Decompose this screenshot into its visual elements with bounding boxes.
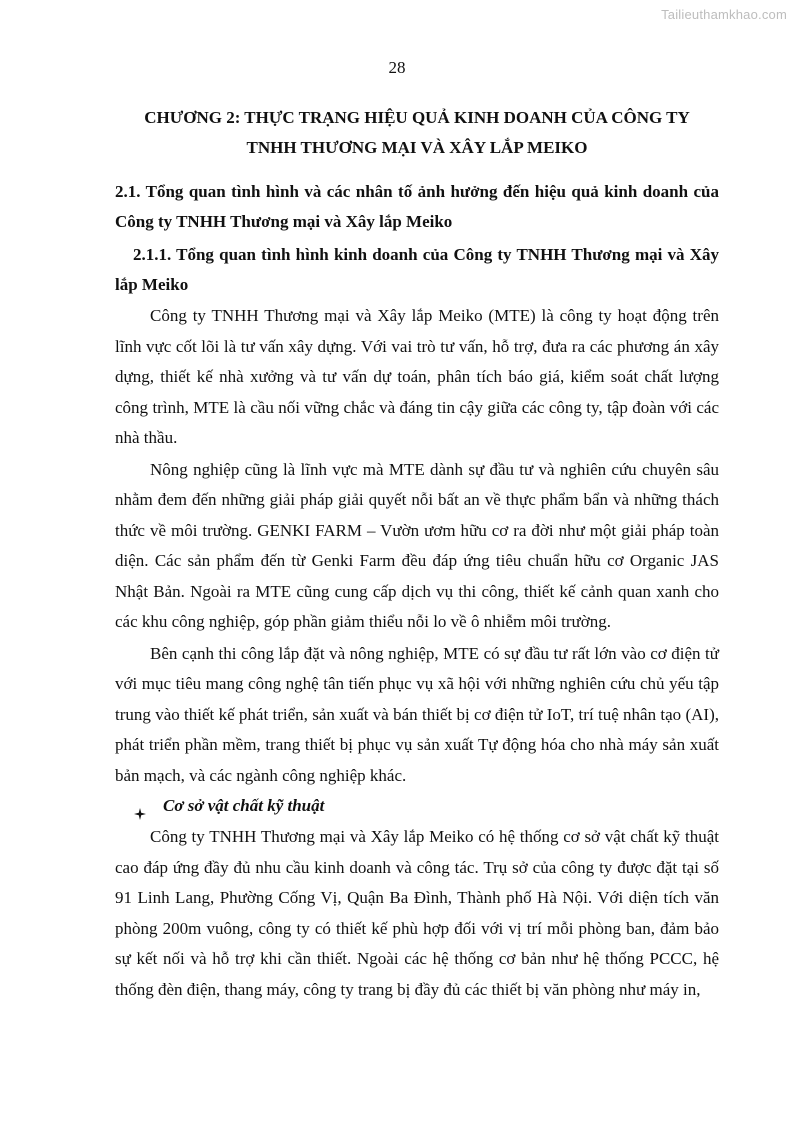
- bullet-heading-label: Cơ sở vật chất kỹ thuật: [163, 796, 325, 815]
- chapter-title: [115, 103, 719, 163]
- page-number: 28: [388, 58, 406, 77]
- diamond-bullet-icon: [134, 800, 146, 812]
- chapter-title-line-1: CHƯƠNG 2: THỰC TRẠNG HIỆU QUẢ KINH DOANH CỦA CÔNG TY: [144, 108, 690, 127]
- subsection-heading: 2.1.1. Tổng quan tình hình kinh doanh của Công ty TNHH Thương mại và Xây lắp Meiko: [115, 245, 719, 294]
- bullet-heading-facilities: [115, 791, 719, 821]
- paragraph-mechatronics: Bên cạnh thi công lắp đặt và nông nghiệp, MTE có sự đầu tư rất lớn vào cơ điện tử với mục tiêu mang công nghệ tân tiến phục vụ xã hội với những nghiên cứu chủ yếu tập trung vào thiết kế phát triển, sản xuất và bán thiết bị cơ điện tử IoT, trí tuệ nhân tạo (AI), phát triển phần mềm, trang thiết bị phục vụ sản xuất Tự động hóa cho nhà máy sản xuất bản mạch, và các ngành công nghiệp khác.: [115, 643, 719, 785]
- section-heading: 2.1. Tổng quan tình hình và các nhân tố ảnh hưởng đến hiệu quả kinh doanh của Công ty TNHH Thương mại và Xây lắp Meiko: [115, 182, 719, 231]
- paragraph-company-overview: Công ty TNHH Thương mại và Xây lắp Meiko (MTE) là công ty hoạt động trên lĩnh vực cốt lõi là tư vấn xây dựng. Với vai trò tư vấn, hỗ trợ, đưa ra các phương án xây dựng, thiết kế nhà xưởng và tư vấn dự toán, phân tích báo giá, kiểm soát chất lượng công trình, MTE là cầu nối vững chắc và đáng tin cậy giữa các công ty, tập đoàn với các nhà thầu.: [115, 306, 719, 447]
- watermark: Tailieuthamkhao.com: [661, 7, 787, 22]
- chapter-title-line-2: TNHH THƯƠNG MẠI VÀ XÂY LẮP MEIKO: [246, 138, 588, 157]
- document-body: [115, 103, 719, 1005]
- paragraph-agriculture: Nông nghiệp cũng là lĩnh vực mà MTE dành sự đầu tư và nghiên cứu chuyên sâu nhằm đem đến những giải pháp giải quyết nỗi bất an về thực phẩm bẩn và những thách thức về môi trường. GENKI FARM – Vườn ươm hữu cơ ra đời như một giải pháp toàn diện. Các sản phẩm đến từ Genki Farm đều đáp ứng tiêu chuẩn hữu cơ Organic JAS Nhật Bản. Ngoài ra MTE cũng cung cấp dịch vụ thi công, thiết kế cảnh quan xanh cho các khu công nghiệp, góp phần giảm thiểu nỗi lo về ô nhiễm môi trường.: [115, 459, 719, 631]
- paragraph-facilities: Công ty TNHH Thương mại và Xây lắp Meiko có hệ thống cơ sở vật chất kỹ thuật cao đáp ứng đầy đủ nhu cầu kinh doanh và công tác. Trụ sở của công ty được đặt tại số 91 Linh Lang, Phường Cống Vị, Quận Ba Đình, Thành phố Hà Nội. Với diện tích văn phòng 200m vuông, công ty có thiết kế phù hợp đối với vị trí mỗi phòng ban, đảm bảo sự kết nối và hỗ trợ khi cần thiết. Ngoài các hệ thống cơ bản như hệ thống PCCC, hệ thống đèn điện, thang máy, công ty trang bị đầy đủ các thiết bị văn phòng như máy in,: [115, 827, 719, 999]
